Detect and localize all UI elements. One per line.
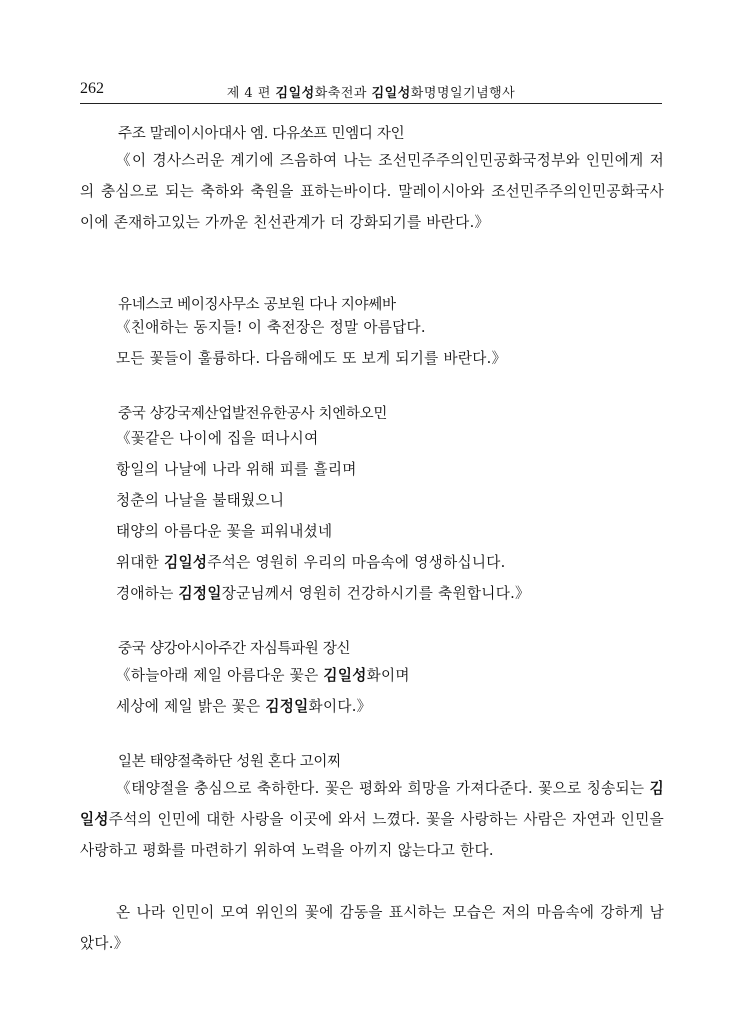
running-title [80, 82, 662, 101]
text-run: 화이다.》 [308, 698, 372, 715]
quote-asia-weekly [80, 660, 700, 722]
text-run: 《하늘아래 제일 아름다운 꽃은 [116, 667, 324, 684]
title-part-post: 화명명일기념행사 [410, 86, 516, 101]
section-hongkong-company [80, 402, 664, 423]
header-rule [80, 103, 662, 104]
quote-line: 《친애하는 동지들! 이 축전장은 정말 아름답다. [116, 319, 426, 336]
title-leader-name-2: 김일성 [371, 86, 411, 101]
attribution-asia-weekly: 중국 샹강아시아주간 자심특파원 장신 [118, 641, 351, 657]
closing-line-2 [116, 578, 700, 609]
poem-line: 항일의 나날에 나라 위해 피를 흘리며 [116, 461, 357, 478]
quote-japan-p2: 온 나라 인민이 모여 위인의 꽃에 감동을 표시하는 모습은 저의 마음속에 강하게 남았다.》 [80, 904, 664, 952]
poem-closing [80, 547, 700, 609]
text-run: 장군님께서 영원히 건강하시기를 축원합니다.》 [221, 585, 530, 602]
section-malaysia [80, 122, 664, 143]
quote-unesco [80, 312, 700, 374]
attribution-unesco: 유네스코 베이징사무소 공보원 다나 지야쎄바 [118, 297, 396, 313]
title-part-pre: 제 4 편 [226, 86, 276, 101]
title-leader-name-1: 김일성 [275, 86, 315, 101]
poem-line: 청춘의 나날을 불태웠으니 [116, 492, 285, 509]
text-run: 《태양절을 충심으로 축하한다. 꽃은 평화와 희망을 가져다준다. 꽃으로 칭송되는 [116, 780, 650, 797]
text-run: 화이며 [366, 667, 410, 684]
closing-line-1 [116, 547, 700, 578]
leader-name: 김일성 [323, 667, 367, 684]
page-number: 262 [80, 80, 104, 97]
text-run: 주석의 인민에 대한 사랑을 이곳에 와서 느꼈다. 꽃을 사랑하는 사람은 자연과 인민을 사랑하고 평화를 마련하기 위하여 노력을 아끼지 않는다고 한다. [80, 811, 664, 859]
quote-line: 모든 꽃들이 훌륭하다. 다음해에도 또 보게 되기를 바란다.》 [116, 350, 507, 367]
poem [80, 423, 700, 547]
poem-line: 《꽃같은 나이에 집을 떠나시여 [116, 430, 319, 447]
quote-malaysia: 《이 경사스러운 계기에 즈음하여 나는 조선민주주의인민공화국정부와 인민에게 저의 충심으로 되는 축하와 축원을 표하는바이다. 말레이시아와 조선민주주의인민공화국사이에 존재하고있는 가까운 친선관계가 더 강화되기를 바란다.》 [80, 152, 664, 231]
quote-japan-p1 [80, 773, 664, 866]
attribution-hongkong-company: 중국 샹강국제산업발전유한공사 치엔하오민 [118, 406, 388, 422]
text-run: 경애하는 [116, 585, 179, 602]
text-run: 주석은 영원히 우리의 마음속에 영생하십니다. [207, 554, 506, 571]
attribution-japan: 일본 태양절축하단 성원 혼다 고이찌 [118, 754, 341, 770]
text-run: 위대한 [116, 554, 165, 571]
quote-line-2 [116, 691, 700, 722]
poem-line: 태양의 아름다운 꽃을 피워내셨네 [116, 523, 333, 540]
section-unesco [80, 293, 664, 314]
section-japan [80, 750, 664, 771]
page-header [80, 80, 662, 104]
section-asia-weekly [80, 637, 664, 658]
leader-name: 김일성 [164, 554, 208, 571]
attribution-malaysia: 주조 말레이시아대사 엠. 다유쏘프 민엠디 자인 [118, 126, 405, 142]
leader-name: 김일성 [80, 780, 664, 828]
leader-name: 김정일 [178, 585, 222, 602]
text-run: 세상에 제일 밝은 꽃은 [116, 698, 266, 715]
title-part-mid: 화축전과 [314, 86, 372, 101]
quote-line-1 [116, 660, 700, 691]
leader-name: 김정일 [265, 698, 309, 715]
